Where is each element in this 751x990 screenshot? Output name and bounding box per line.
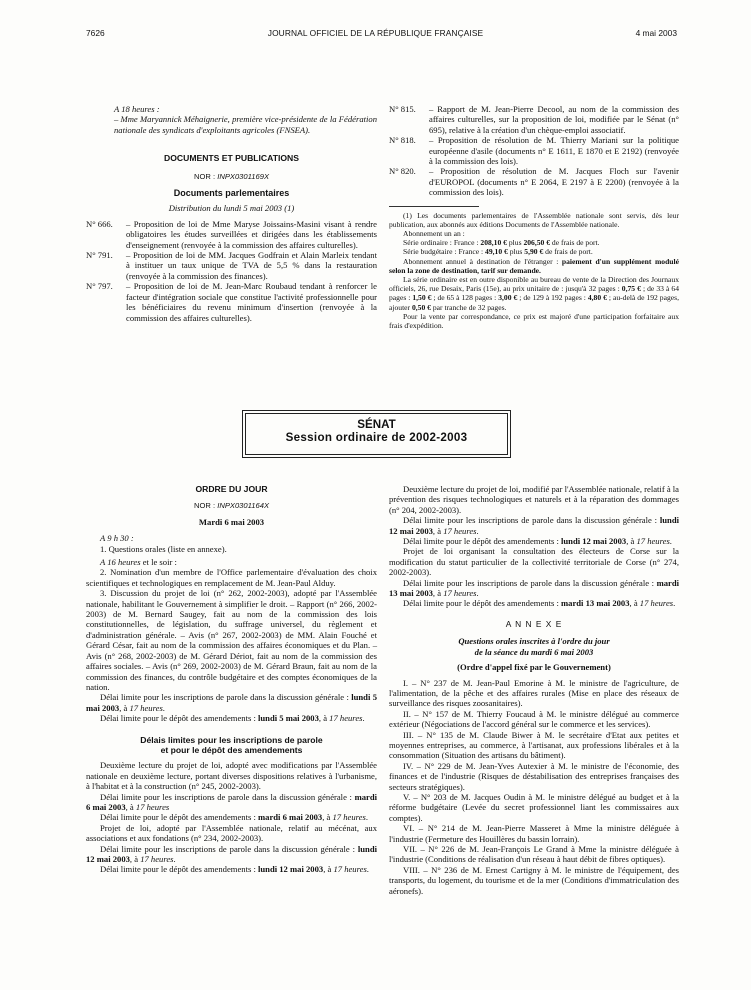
section-title: DOCUMENTS ET PUBLICATIONS	[164, 153, 299, 164]
question-item: I. – N° 237 de M. Jean-Paul Emorine à M. le ministre de l'agriculture, de l'alimentation, de la pêche et des affaires rurales (Mise en place des réseaux de surveillance des risques zoosanitaires).	[389, 677, 679, 709]
document-item: N° 666. – Proposition de loi de Mme Maryse Joissains-Masini visant à rendre obligatoires les études surveillées et dirigées dans les établissements d'enseignement (renvoyée à la commission des affaires culturelles).	[86, 218, 377, 250]
annexe-title: A N N E X E	[505, 618, 563, 629]
deadline-line: Délai limite pour le dépôt des amendements : lundi 5 mai 2003, à 17 heures.	[100, 713, 365, 724]
time-line: A 16 heures et le soir :	[100, 557, 177, 568]
question-item: VIII. – N° 236 de M. Ernest Cartigny à M. le ministre de l'équipement, des transports, du logement, du tourisme et de la mer (Conditions d'immatriculation des aéronefs).	[389, 864, 679, 896]
footnote-divider	[389, 206, 479, 207]
agenda-item: 3. Discussion du projet de loi (n° 262, 2002-2003), adopté par l'Assemblée nationale, habilitant le Gouvernement à simplifier le droit. – Rapport (n° 266, 2002-2003) de M. Bernard Saugey, fait au nom de la commission des lois constitutionnelles, de législation, du suffrage universel, du règlement et d'administration générale. – Avis (n° 267, 2002-2003) de MM. Alain Fouché et Gérard César, fait au nom de la commission des affaires économiques et du Plan. – Avis (n° 268, 2002-2003) de M. Gérard Dériot, fait au nom de la commission des affaires sociales. – Avis (n° 269, 2002-2003) de M. Gérard Braun, fait au nom de la commission des finances, du contrôle budgétaire et des comptes économiques de la nation.	[86, 588, 377, 692]
document-item: N° 797. – Proposition de loi de M. Jean-Marc Roubaud tendant à renforcer le facteur d'intégration sociale que constitue l'activité professionnelle pour les bénéficiaires du revenu minimum d'insertion (renvoyée à la commission des affaires culturelles).	[86, 281, 377, 323]
bottom-right-column	[389, 484, 679, 896]
document-item: N° 815. – Rapport de M. Jean-Pierre Decool, au nom de la commission des affaires culturelles, sur la proposition de loi, modifiée par le Sénat (n° 695), relative à la création d'un chèque-emploi associatif.	[389, 104, 679, 135]
distribution-line: Distribution du lundi 5 mai 2003 (1)	[168, 203, 295, 214]
agenda-item: 2. Nomination d'un membre de l'Office parlementaire d'évaluation des choix scientifiques et technologiques en remplacement de M. Jean-Paul Alduy.	[86, 567, 377, 588]
journal-title: JOURNAL OFFICIEL DE LA RÉPUBLIQUE FRANÇAISE	[267, 28, 484, 38]
deadline-line: Délai limite pour le dépôt des amendements : mardi 6 mai 2003, à 17 heures.	[100, 812, 368, 823]
document-item: N° 818. – Proposition de résolution de M. Thierry Mariani sur la politique européenne d'asile (documents n° E 1611, E 1870 et E 2192) (renvoyée à la commission des lois).	[389, 135, 679, 167]
question-item: VI. – N° 214 de M. Jean-Pierre Masseret à Mme la ministre déléguée à l'industrie (Fermeture des Houillères du bassin lorrain).	[389, 823, 679, 844]
fnsea-line: – Mme Maryannick Méhaignerie, première vice-présidente de la Fédération nationale des syndicats d'exploitants agricoles (FNSEA).	[114, 114, 377, 135]
deadline-line: Délai limite pour les inscriptions de parole dans la discussion générale : lundi 5 mai 2003, à 17 heures.	[86, 692, 377, 713]
page-number: 7626	[86, 28, 105, 38]
senat-heading-box	[245, 413, 508, 455]
time-line: A 18 heures :	[114, 104, 160, 114]
deadline-line: Délai limite pour les inscriptions de parole dans la discussion générale : lundi 12 mai 2003, à 17 heures.	[389, 515, 679, 536]
top-right-column	[389, 104, 679, 330]
ordre-du-jour-title: ORDRE DU JOUR	[195, 484, 268, 494]
questions-title: Questions orales inscrites à l'ordre du jour de la séance du mardi 6 mai 2003	[458, 636, 610, 657]
question-item: VII. – N° 226 de M. Jean-François Le Grand à Mme la ministre déléguée à l'industrie (Conditions de réalisation d'un réseau à haut débit de fibres optiques).	[389, 844, 679, 865]
session-title: Session ordinaire de 2002-2003	[285, 431, 468, 445]
date-title: Mardi 6 mai 2003	[198, 516, 265, 527]
senat-title: SÉNAT	[357, 418, 396, 431]
deadline-line: Délai limite pour les inscriptions de parole dans la discussion générale : mardi 6 mai 2003, à 17 heures	[86, 791, 377, 812]
deadline-line: Délai limite pour les inscriptions de parole dans la discussion générale : mardi 13 mai 2003, à 17 heures.	[389, 577, 679, 599]
deadline-line: Délai limite pour le dépôt des amendements : lundi 12 mai 2003, à 17 heures.	[403, 536, 672, 547]
document-item: N° 791. – Proposition de loi de MM. Jacques Godfrain et Alain Marleix tendant à instituer un taux unique de TVA de 5,5 % dans la restauration (renvoyée à la commission des finances).	[86, 250, 377, 281]
deadline-line: Délai limite pour le dépôt des amendements : lundi 12 mai 2003, à 17 heures.	[100, 864, 369, 875]
question-item: III. – N° 135 de M. Claude Biwer à M. le secrétaire d'Etat aux petites et moyennes entreprises, au commerce, à l'artisanat, aux professions libérales et à la consommation (Situation des artisans du bâtiment).	[389, 729, 679, 761]
delais-title: Délais limites pour les inscriptions de parole et pour le dépôt des amendements	[140, 734, 323, 755]
bottom-left-column	[86, 484, 377, 875]
agenda-item: Deuxième lecture du projet de loi, modifié par l'Assemblée nationale, relatif à la prévention des risques technologiques et naturels et à la réparation des dommages (n° 204, 2002-2003).	[389, 484, 679, 515]
time-line: A 9 h 30 :	[100, 533, 134, 544]
question-item: II. – N° 157 de M. Thierry Foucaud à M. le ministre délégué au commerce extérieur (Négociations de l'accord général sur le commerce et les services).	[389, 708, 679, 730]
deadline-line: Délai limite pour les inscriptions de parole dans la discussion générale : lundi 12 mai 2003, à 17 heures.	[86, 843, 377, 864]
top-left-column	[86, 104, 377, 323]
document-item: N° 820. – Proposition de résolution de M. Jacques Floch sur l'avenir d'EUROPOL (documents n° E 2064, E 2197 à E 2200) (renvoyée à la commission des lois).	[389, 166, 679, 198]
nor-line: NOR : INPX0301164X	[193, 501, 270, 511]
agenda-item: Deuxième lecture du projet de loi, adopté avec modifications par l'Assemblée nationale en deuxième lecture, portant diverses dispositions relatives à l'urbanisme, à l'habitat et à la construction (n° 245, 2002-2003).	[86, 760, 377, 792]
nor-line: NOR : INPX0301169X	[193, 171, 270, 181]
question-item: V. – N° 203 de M. Jacques Oudin à M. le ministre délégué au budget et à la réforme budgétaire (Levée du secret professionnel liant les commissaires aux comptes).	[389, 791, 679, 823]
agenda-item: 1. Questions orales (liste en annexe).	[100, 543, 227, 554]
ordre-appel: (Ordre d'appel fixé par le Gouvernement)	[457, 662, 611, 673]
issue-date: 4 mai 2003	[635, 28, 677, 38]
question-item: IV. – N° 229 de M. Jean-Yves Autexier à M. le ministre de l'économie, des finances et de l'industrie (Risques de déstabilisation des entreprises françaises des secteurs stratégiques).	[389, 760, 679, 792]
agenda-item: Projet de loi, adopté par l'Assemblée nationale, relatif au mécénat, aux associations et aux fondations (n° 234, 2002-2003).	[86, 822, 377, 844]
page-header	[0, 28, 751, 42]
agenda-item: Projet de loi organisant la consultation des électeurs de Corse sur la modification du statut particulier de la collectivité territoriale de Corse (n° 274, 2002-2003).	[389, 546, 679, 578]
deadline-line: Délai limite pour le dépôt des amendements : mardi 13 mai 2003, à 17 heures.	[403, 598, 676, 609]
subsection-title: Documents parlementaires	[173, 188, 290, 199]
footnote: (1) Les documents parlementaires de l'Assemblée nationale sont servis, dès leur publication, aux abonnés aux éditions Documents de l'Assemblée nationale. Abonnement un an : Série ordinaire : France : 208,10 € plus 206,50 € de frais de port. Série budgétaire : France : 49,10 € plus 5,90 € de frais de port. Abonnement annuel à destination de l'étranger : paiement d'un supplément modulé selon la zone de destination, tarif sur demande. La série ordinaire est en outre disponible au bureau de vente de la Direction des Journaux officiels, 26, rue Desaix, Paris (15e), au prix unitaire de : jusqu'à 32 pages : 0,75 € ; de 33 à 64 pages : 1,50 € ; de 65 à 128 pages : 3,00 € ; de 129 à 192 pages : 4,80 € ; au-delà de 192 pages, ajouter 0,50 € par tranche de 32 pages. Pour la vente par correspondance, ce prix est majoré d'une participation forfaitaire aux frais d'expédition.	[389, 210, 680, 331]
